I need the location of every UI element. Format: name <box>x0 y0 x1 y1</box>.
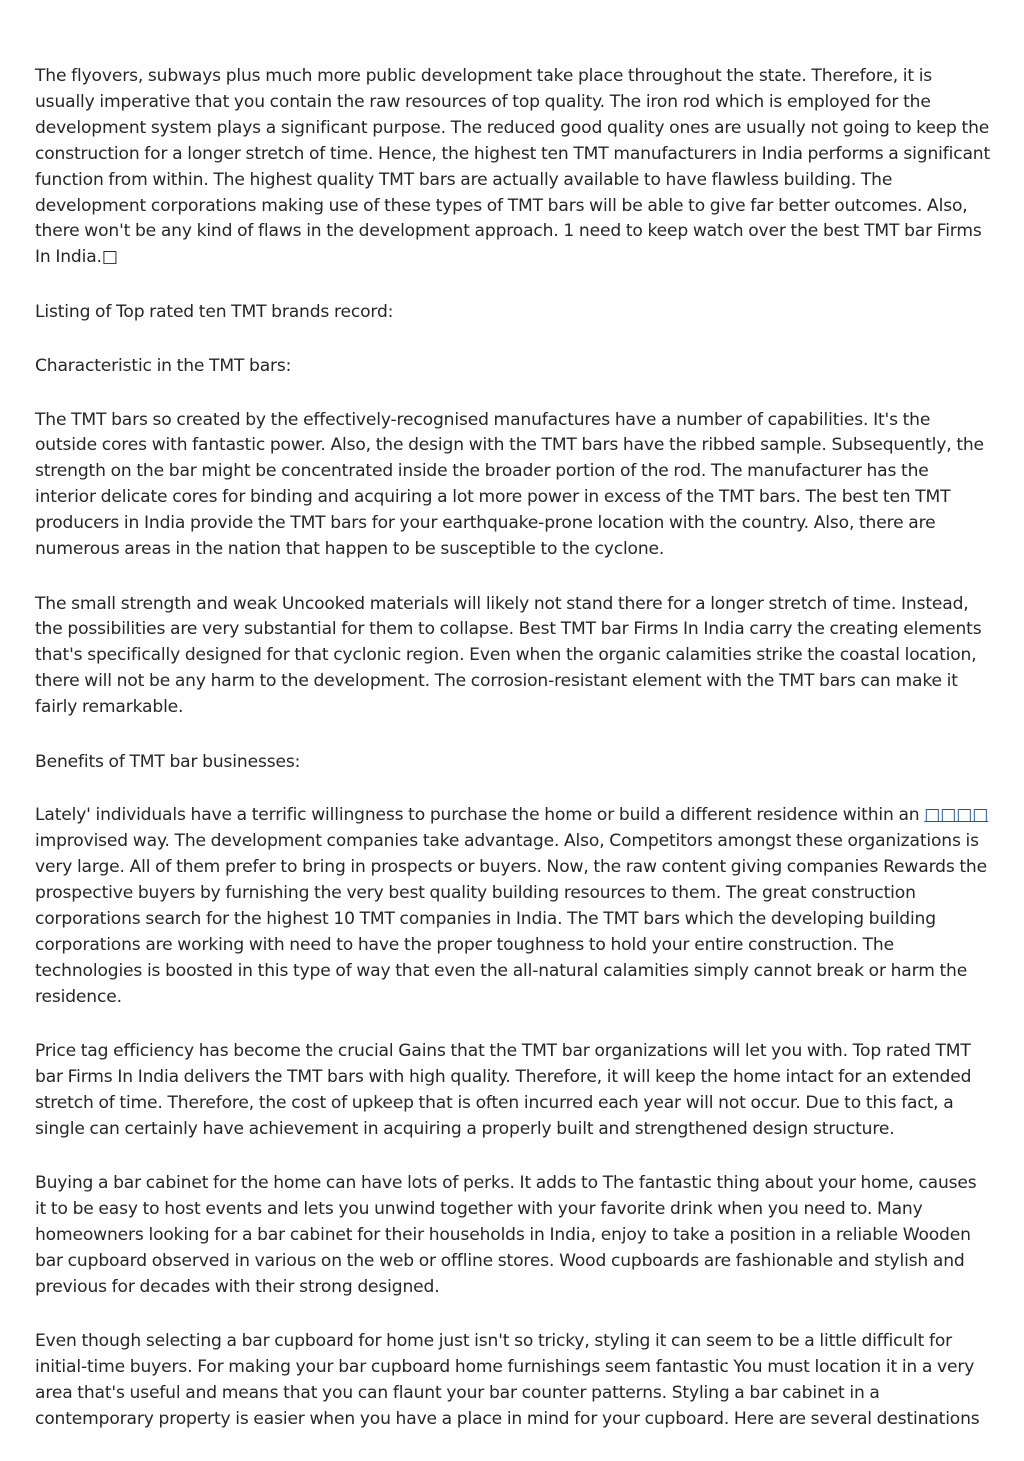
inline-link[interactable]: □□□□ <box>924 805 989 826</box>
paragraph-list-heading: Listing of Top rated ten TMT brands record: <box>35 301 394 322</box>
paragraph-bar-cupboard-styling: Even though selecting a bar cupboard for home just isn't so tricky, styling it can seem to be a little difficult for initial-time buyers. For making your bar cupboard home furnishings seem fantastic You must location it in a very area that's useful and means that you can flaunt your bar counter patterns. Styling a bar cabinet in a contemporary property is easier when you have a place in mind for your cupboard. Here are several destinations <box>35 1331 980 1430</box>
paragraph-benefits-heading: Benefits of TMT bar businesses: <box>35 751 301 772</box>
paragraph-characteristics: The TMT bars so created by the effectively-recognised manufactures have a number of capabilities. It's the outside cores with fantastic power. Also, the design with the TMT bars have the ribbed sample. Subsequently, the strength on the bar might be concentrated inside the broader portion of the rod. The manufacturer has the interior delicate cores for binding and acquiring a lot more power in excess of the TMT bars. The best ten TMT producers in India provide the TMT bars for your earthquake-prone location with the country. Also, there are numerous areas in the nation that happen to be susceptible to the cyclone. <box>35 409 984 560</box>
paragraph-strength: The small strength and weak Uncooked materials will likely not stand there for a longer stretch of time. Instead, the possibilities are very substantial for them to collapse. Best TMT bar Firms In India carry the creating elements that's specifically designed for that cyclonic region. Even when the organic calamities strike the coastal location, there will not be any harm to the development. The corrosion-resistant element with the TMT bars can make it fairly remarkable. <box>35 593 982 718</box>
paragraph-benefits-text-end: improvised way. The development companies take advantage. Also, Competitors amongst these organizations is very large. All of them prefer to bring in prospects or buyers. Now, the raw content giving companies Rewards the prospective buyers by furnishing the very best quality building resources to them. The great construction corporations search for the highest 10 TMT companies in India. The TMT bars which the developing building corporations are working with need to have the proper toughness to hold your entire construction. The technologies is boosted in this type of way that even the all-natural calamities simply cannot break or harm the residence. <box>35 831 987 1007</box>
paragraph-cost-efficiency: Price tag efficiency has become the crucial Gains that the TMT bar organizations will let you with. Top rated TMT bar Firms In India delivers the TMT bars with high quality. Therefore, it will keep the home intact for an extended stretch of time. Therefore, the cost of upkeep that is often incurred each year will not occur. Due to this fact, a single can certainly have achievement in acquiring a properly built and strengthened design structure. <box>35 1041 972 1139</box>
paragraph-intro: The flyovers, subways plus much more public development take place throughout the state. Therefore, it is usually imperative that you contain the raw resources of top quality. The iron rod which is employed for the development system plays a significant purpose. The reduced good quality ones are usually not going to keep the construction for a longer stretch of time. Hence, the highest ten TMT manufacturers in India performs a significant function from within. The highest quality TMT bars are actually available to have flawless building. The development corporations making use of these types of TMT bars will be able to give far better outcomes. Also, there won't be any kind of flaws in the development approach. 1 need to keep watch over the best TMT bar Firms In India.□ <box>35 66 991 268</box>
document-body <box>35 64 990 1461</box>
paragraph-characteristic-heading: Characteristic in the TMT bars: <box>35 355 292 376</box>
paragraph-benefits-text-start: Lately' individuals have a terrific willingness to purchase the home or build a different residence within an <box>35 805 925 826</box>
paragraph-bar-cabinet: Buying a bar cabinet for the home can have lots of perks. It adds to The fantastic thing about your home, causes it to be easy to host events and lets you unwind together with your favorite drink when you need to. Many homeowners looking for a bar cabinet for their households in India, enjoy to take a position in a reliable Wooden bar cupboard observed in various on the web or offline stores. Wood cupboards are fashionable and stylish and previous for decades with their strong designed. <box>35 1173 977 1297</box>
paragraph-benefits <box>35 803 990 1010</box>
